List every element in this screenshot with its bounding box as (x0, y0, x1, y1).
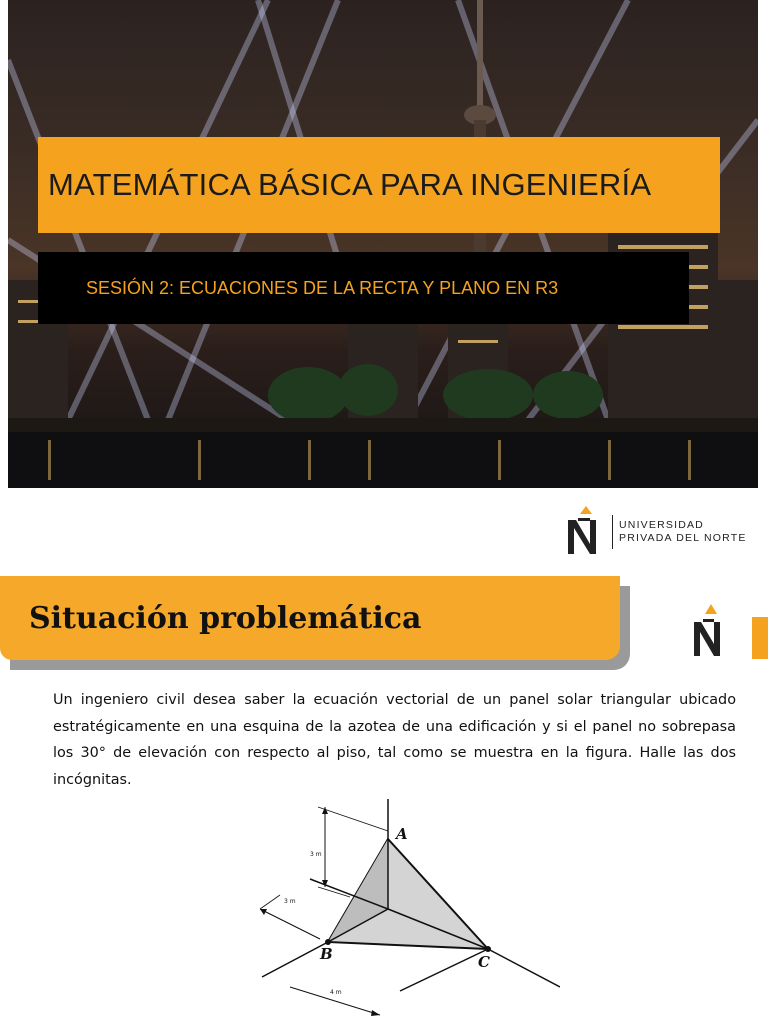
upn-n-icon (560, 504, 608, 560)
upn-n-small-icon (690, 600, 730, 660)
logo-divider (612, 515, 613, 549)
heading-bar (0, 576, 620, 660)
dim-4m: 4 m (330, 989, 342, 996)
problem-text: Un ingeniero civil desea saber la ecuación vectorial de un panel solar triangular ubicado estratégicamente en una esquina de la azotea de una edificación y si el panel no sobrepasa los 30° de elevación con respecto al piso, tal como se muestra en la figura. Halle las dos incógnitas. (53, 692, 736, 788)
city-night-photo (8, 0, 758, 488)
logo-line-1: UNIVERSIDAD (619, 519, 704, 531)
session-title: SESIÓN 2: ECUACIONES DE LA RECTA Y PLANO EN R3 (86, 277, 559, 298)
course-title-bar (38, 137, 720, 233)
upn-logo (560, 504, 760, 560)
solar-panel-figure (250, 799, 560, 1024)
dim-3m-side: 3 m (284, 898, 296, 905)
label-b: B (320, 945, 333, 963)
slide-heading: Situación problemática (29, 600, 422, 636)
logo-line-2: PRIVADA DEL NORTE (619, 532, 747, 544)
session-bar (38, 252, 689, 324)
orange-side-tab (752, 617, 768, 659)
upn-logo-text (619, 519, 747, 545)
problem-slide (0, 573, 768, 1024)
dim-3m-vertical: 3 m (310, 851, 322, 858)
course-title: MATEMÁTICA BÁSICA PARA INGENIERÍA (48, 167, 652, 202)
label-a: A (396, 825, 408, 843)
label-c: C (478, 953, 490, 971)
